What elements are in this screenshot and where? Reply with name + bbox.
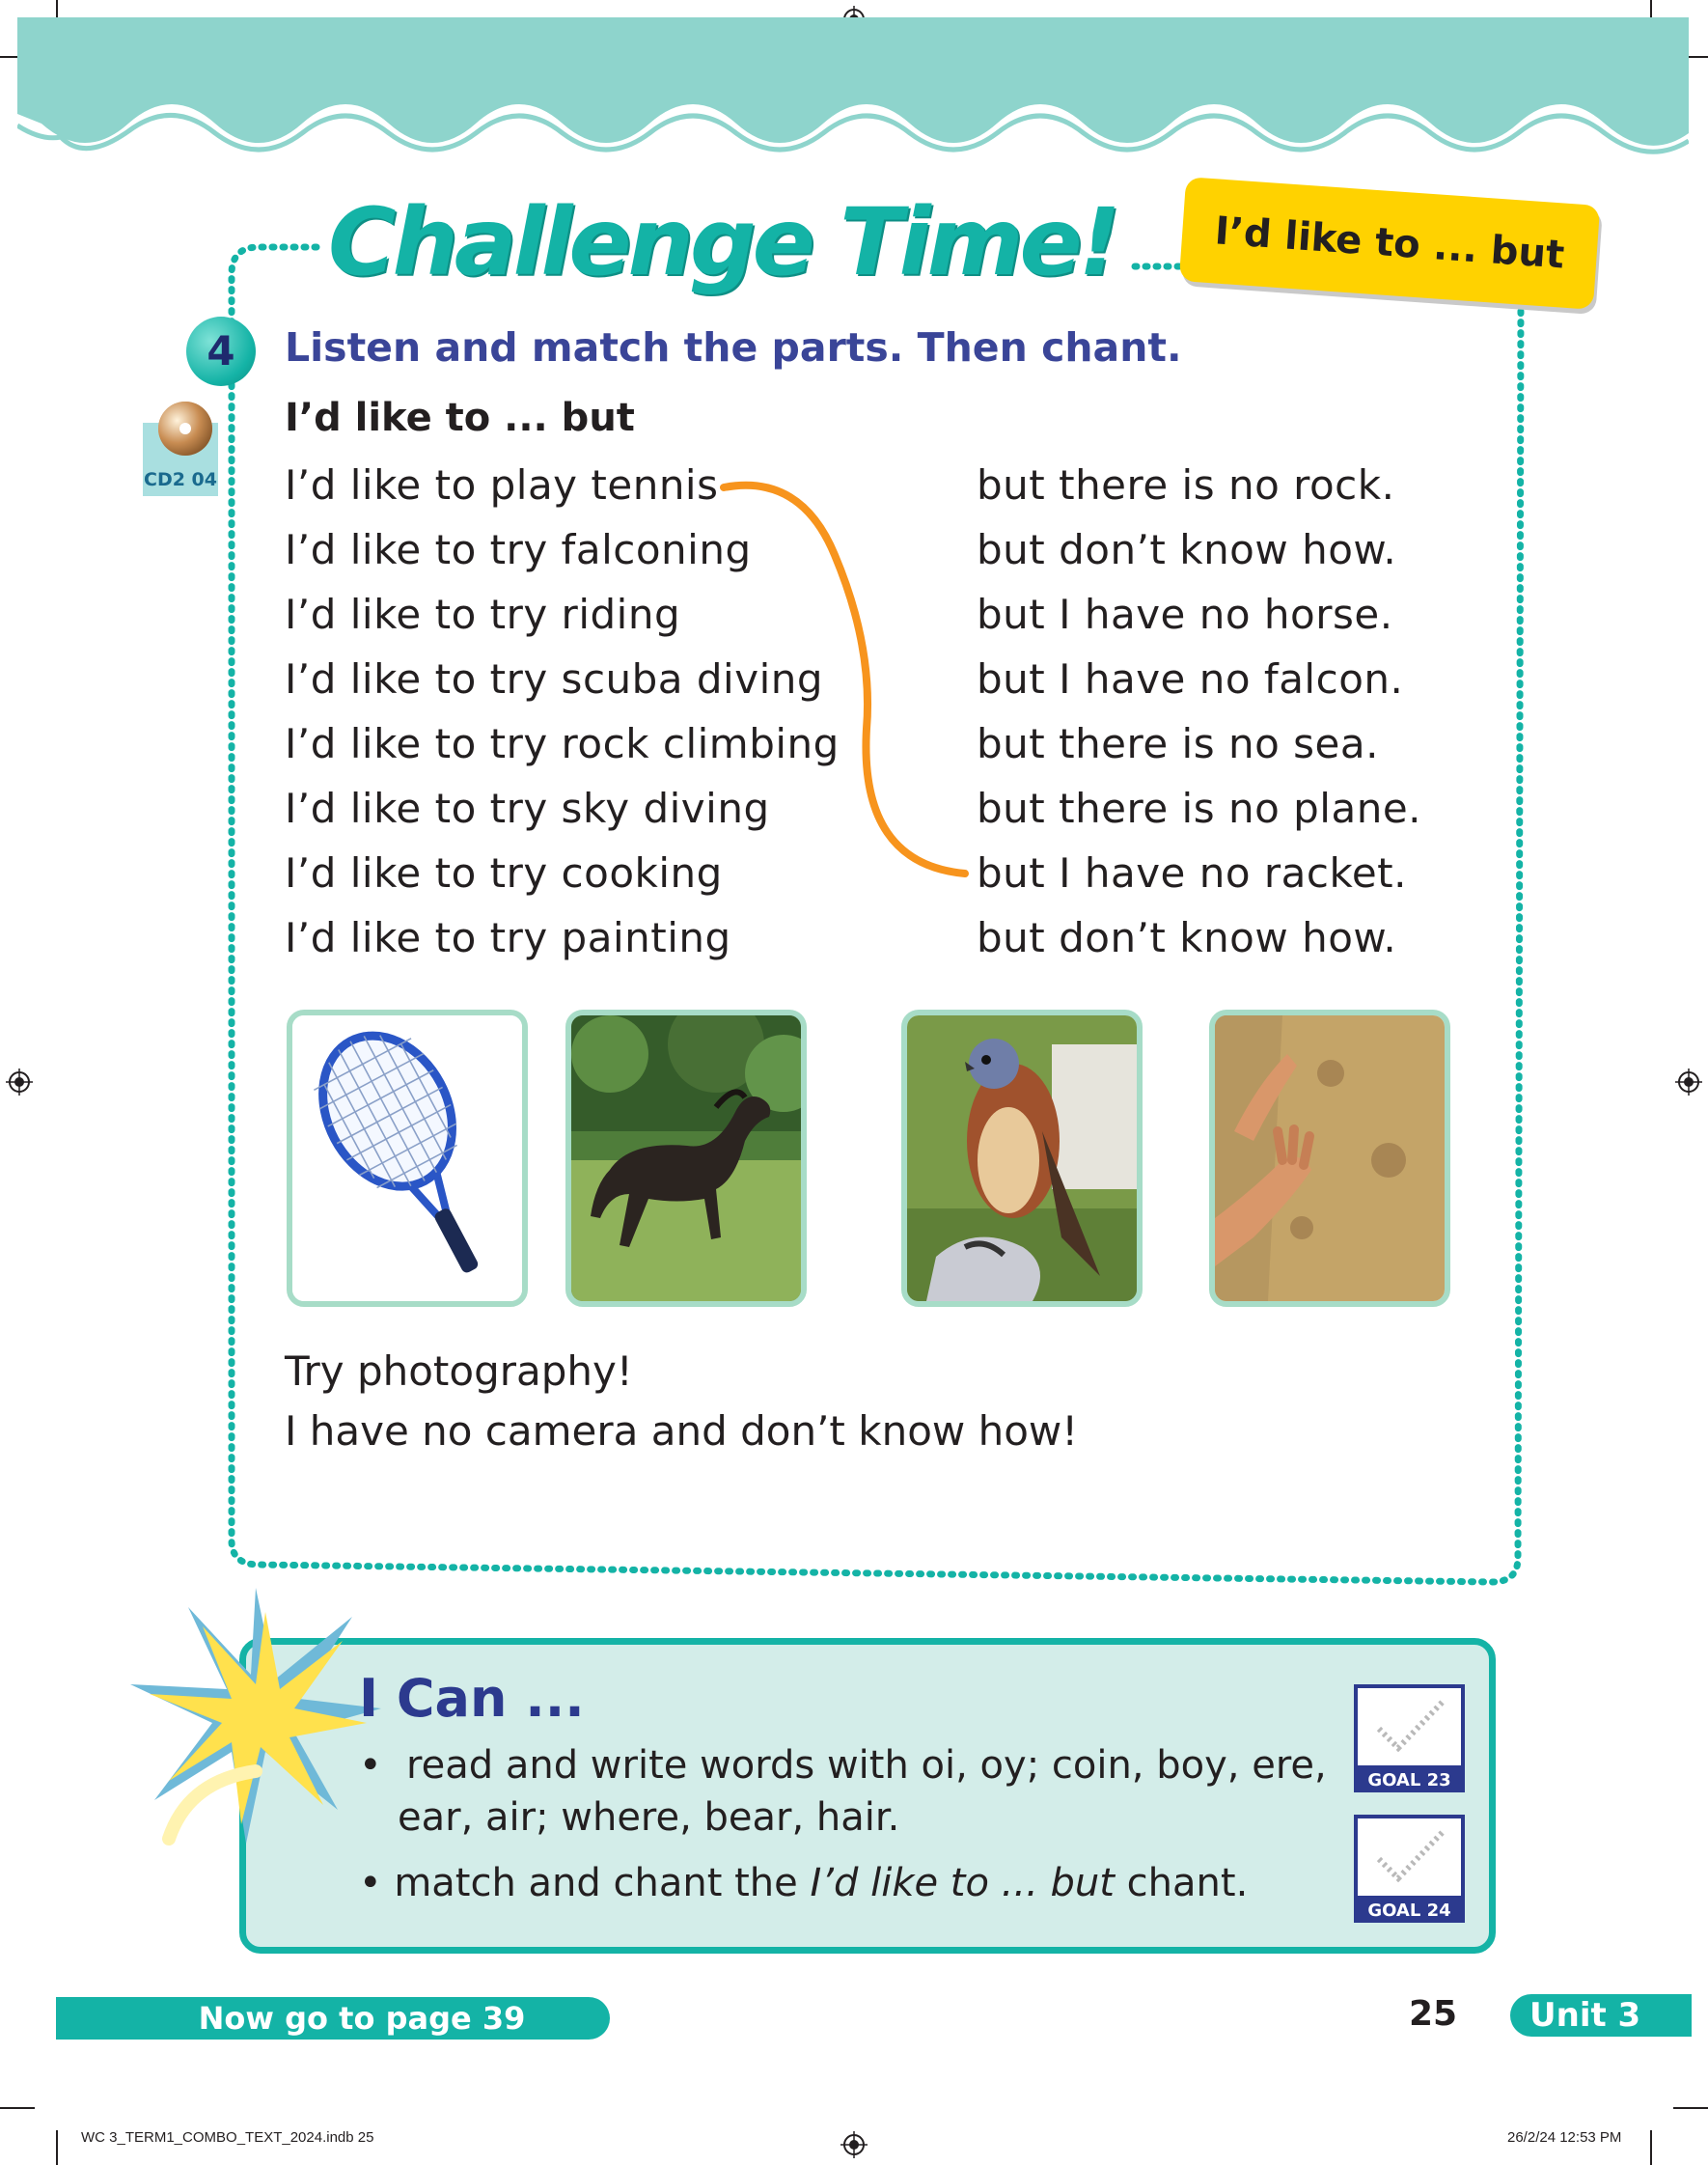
star-burst-icon (130, 1588, 381, 1906)
now-go-to-page-banner[interactable] (56, 1997, 610, 2040)
cd-track-label: CD2 04 (144, 469, 217, 490)
chant-line-left: I’d like to play tennis (285, 461, 719, 509)
rock-climbing-photo (1209, 1010, 1450, 1307)
crop-mark (1650, 2130, 1652, 2165)
chant-line-right: but don’t know how. (977, 526, 1397, 573)
chant-title: I’d like to ... but (285, 396, 635, 440)
goal-checkbox (1354, 1815, 1465, 1923)
registration-mark-icon (1675, 1069, 1702, 1096)
chant-extra-line: Try photography! (285, 1347, 633, 1395)
page-title: Challenge Time! (328, 188, 1117, 296)
chant-line-left: I’d like to try painting (285, 914, 731, 961)
chant-line-left: I’d like to try falconing (285, 526, 752, 573)
chant-line-right: but I have no horse. (977, 591, 1393, 638)
rock-climbing-icon (1215, 1015, 1445, 1301)
horse-icon (571, 1015, 801, 1301)
chant-line-right: but don’t know how. (977, 914, 1397, 961)
horse-photo (565, 1010, 807, 1307)
exercise-instruction: Listen and match the parts. Then chant. (285, 324, 1182, 371)
now-go-to-page-label: Now go to page 39 (198, 2000, 526, 2037)
page-number: 25 (1409, 1994, 1458, 2034)
unit-tab (1510, 1994, 1692, 2037)
crop-mark (1673, 2107, 1708, 2109)
chant-line-left: I’d like to try riding (285, 591, 681, 638)
i-can-item-text: ear, air; where, bear, hair. (398, 1795, 900, 1840)
topic-badge-label: I’d like to ... but (1213, 208, 1566, 278)
wave-banner (17, 17, 1689, 162)
chant-line-left: I’d like to try sky diving (285, 785, 770, 832)
i-can-item-text: read and write words with oi, oy; coin, boy, ere, (406, 1743, 1327, 1788)
tennis-racket-icon (292, 1015, 522, 1301)
chant-line-left: I’d like to try cooking (285, 849, 723, 897)
print-slug-file: WC 3_TERM1_COMBO_TEXT_2024.indb 25 (81, 2129, 374, 2146)
i-can-item-1 (359, 1743, 1327, 1788)
goal-label: GOAL 24 (1354, 1900, 1465, 1923)
goal-check-box (1354, 1815, 1465, 1900)
chant-line-left: I’d like to try rock climbing (285, 720, 840, 767)
falcon-photo (901, 1010, 1143, 1307)
crop-mark (56, 2130, 58, 2165)
chant-line-right: but there is no sea. (977, 720, 1379, 767)
tennis-racket-photo (287, 1010, 528, 1307)
check-mark-icon (1358, 1818, 1461, 1896)
goal-checkbox (1354, 1684, 1465, 1792)
check-mark-icon (1358, 1688, 1461, 1765)
chant-line-right: but I have no racket. (977, 849, 1407, 897)
print-slug-date: 26/2/24 12:53 PM (1507, 2129, 1622, 2146)
registration-mark-icon (6, 1069, 33, 1096)
chant-line-right: but I have no falcon. (977, 655, 1404, 703)
chant-line-right: but there is no plane. (977, 785, 1422, 832)
example-match-line (714, 478, 975, 893)
i-can-item-1-cont (398, 1795, 899, 1840)
i-can-title: I Can ... (359, 1668, 585, 1729)
unit-label: Unit 3 (1529, 1996, 1641, 2035)
registration-mark-icon (840, 2131, 868, 2158)
chant-line-left: I’d like to try scuba diving (285, 655, 824, 703)
chant-extra-line: I have no camera and don’t know how! (285, 1407, 1079, 1455)
i-can-item-2 (359, 1861, 1248, 1905)
i-can-item-text: chant. (1114, 1861, 1249, 1905)
goal-label: GOAL 23 (1354, 1769, 1465, 1792)
crop-mark (0, 2107, 35, 2109)
chant-line-right: but there is no rock. (977, 461, 1395, 509)
goal-check-box (1354, 1684, 1465, 1769)
bullet: • (359, 1743, 407, 1788)
falcon-icon (907, 1015, 1137, 1301)
bullet: • (359, 1861, 395, 1905)
i-can-item-text: match and chant the (394, 1861, 811, 1905)
i-can-item-italic: I’d like to ... but (810, 1861, 1115, 1905)
exercise-number: 4 (186, 317, 256, 386)
